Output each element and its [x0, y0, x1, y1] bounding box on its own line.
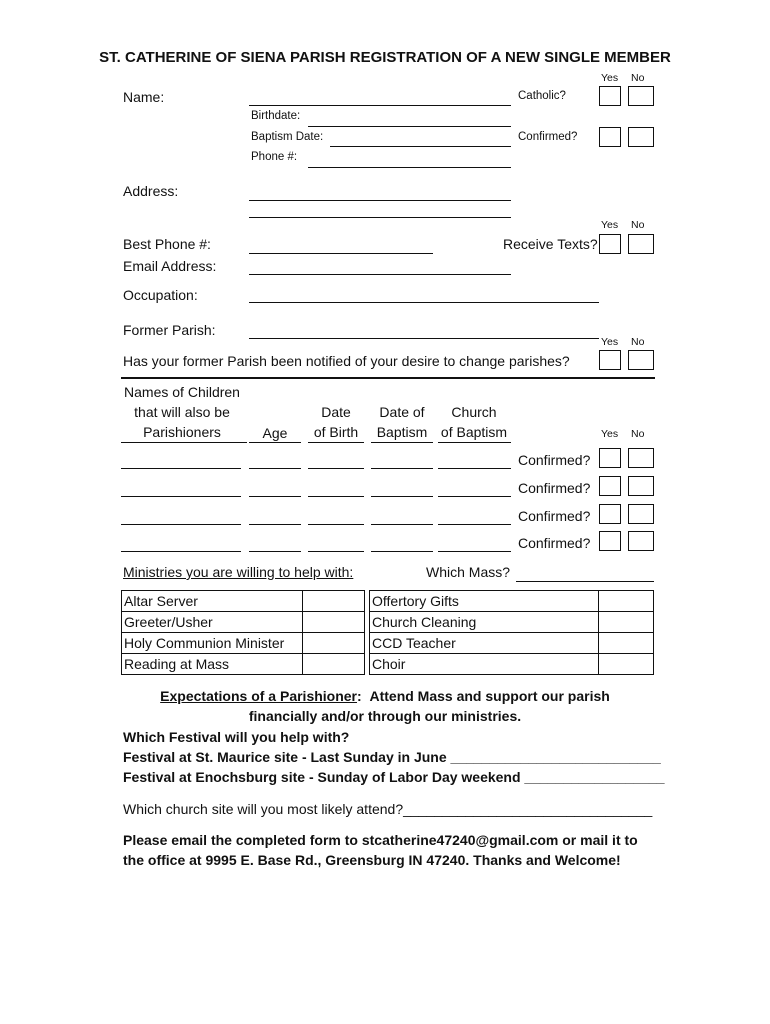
- address-field-1[interactable]: [249, 200, 511, 201]
- yes-header: Yes: [601, 219, 619, 231]
- which-mass-label: Which Mass?: [426, 564, 511, 580]
- child-dob-field[interactable]: [308, 524, 364, 525]
- birthdate-label: Birthdate:: [251, 110, 301, 122]
- church-header: Church of Baptism: [440, 404, 508, 440]
- ministry-row: [370, 612, 654, 633]
- no-header: No: [631, 336, 645, 348]
- ministry-row: [122, 654, 365, 675]
- phone-field[interactable]: [308, 167, 511, 168]
- baptism-date-field[interactable]: [330, 146, 511, 147]
- child-name-field[interactable]: [121, 524, 241, 525]
- child-confirmed-no-checkbox[interactable]: [628, 531, 654, 551]
- child-confirmed-yes-checkbox[interactable]: [599, 531, 621, 551]
- which-mass-field[interactable]: [516, 581, 654, 582]
- left-ministry-checkbox[interactable]: [303, 633, 365, 654]
- child-baptism-date-field[interactable]: [371, 524, 433, 525]
- right-ministry-checkbox[interactable]: [599, 612, 654, 633]
- child-confirmed-no-checkbox[interactable]: [628, 448, 654, 468]
- expectations-heading: Expectations of a Parishioner: [160, 688, 358, 704]
- baptism-date-label: Baptism Date:: [251, 131, 324, 143]
- catholic-yes-checkbox[interactable]: [599, 86, 621, 106]
- festival-enochsburg[interactable]: Festival at Enochsburg site - Sunday of Labor Day weekend __________________: [123, 769, 665, 785]
- occupation-label: Occupation:: [123, 287, 198, 303]
- notified-yes-checkbox[interactable]: [599, 350, 621, 370]
- child-confirmed-label: Confirmed?: [518, 535, 591, 551]
- right-ministry-name: Offertory Gifts: [370, 591, 599, 612]
- child-baptism-date-field[interactable]: [371, 496, 433, 497]
- texts-no-checkbox[interactable]: [628, 234, 654, 254]
- festival-st-maurice[interactable]: Festival at St. Maurice site - Last Sunday in June ___________________________: [123, 749, 661, 765]
- dob-header-rule: [308, 442, 364, 443]
- no-header: No: [631, 219, 645, 231]
- church-header-rule: [438, 442, 511, 443]
- right-ministry-checkbox[interactable]: [599, 633, 654, 654]
- yes-header: Yes: [601, 428, 619, 440]
- child-confirmed-yes-checkbox[interactable]: [599, 476, 621, 496]
- ministries-table-left: [121, 590, 365, 675]
- closing-line-1: Please email the completed form to stcatherine47240@gmail.com or mail it to: [123, 832, 638, 848]
- child-church-field[interactable]: [438, 468, 511, 469]
- child-age-field[interactable]: [249, 496, 301, 497]
- child-dob-field[interactable]: [308, 496, 364, 497]
- page-title: ST. CATHERINE OF SIENA PARISH REGISTRATION OF A NEW SINGLE MEMBER: [99, 49, 671, 66]
- left-ministry-name: Altar Server: [122, 591, 303, 612]
- confirmed-label: Confirmed?: [518, 131, 578, 143]
- right-ministry-name: Church Cleaning: [370, 612, 599, 633]
- confirmed-no-checkbox[interactable]: [628, 127, 654, 147]
- child-name-field[interactable]: [121, 551, 241, 552]
- ministry-row: [122, 612, 365, 633]
- closing-line-2: the office at 9995 E. Base Rd., Greensburg IN 47240. Thanks and Welcome!: [123, 852, 621, 868]
- children-names-header: Names of Children that will also be Parishioners: [124, 384, 240, 440]
- left-ministry-name: Greeter/Usher: [122, 612, 303, 633]
- child-confirmed-yes-checkbox[interactable]: [599, 504, 621, 524]
- receive-texts-label: Receive Texts?: [503, 236, 598, 252]
- site-question[interactable]: Which church site will you most likely attend?________________________________: [123, 801, 653, 817]
- email-label: Email Address:: [123, 258, 217, 274]
- age-header-rule: [249, 442, 301, 443]
- child-church-field[interactable]: [438, 524, 511, 525]
- dob-header: Date of Birth: [313, 404, 359, 440]
- child-confirmed-label: Confirmed?: [518, 480, 591, 496]
- email-field[interactable]: [249, 274, 511, 275]
- left-ministry-checkbox[interactable]: [303, 654, 365, 675]
- right-ministry-name: CCD Teacher: [370, 633, 599, 654]
- birthdate-field[interactable]: [308, 126, 511, 127]
- texts-yes-checkbox[interactable]: [599, 234, 621, 254]
- child-confirmed-yes-checkbox[interactable]: [599, 448, 621, 468]
- left-ministry-checkbox[interactable]: [303, 591, 365, 612]
- no-header: No: [631, 428, 645, 440]
- former-parish-label: Former Parish:: [123, 322, 216, 338]
- ministry-row: [122, 633, 365, 654]
- notified-question: Has your former Parish been notified of your desire to change parishes?: [123, 353, 570, 369]
- child-confirmed-no-checkbox[interactable]: [628, 476, 654, 496]
- age-header: Age: [262, 425, 288, 441]
- name-label: Name:: [123, 89, 165, 105]
- left-ministry-name: Reading at Mass: [122, 654, 303, 675]
- confirmed-yes-checkbox[interactable]: [599, 127, 621, 147]
- child-dob-field[interactable]: [308, 468, 364, 469]
- address-label: Address:: [123, 183, 179, 199]
- child-confirmed-label: Confirmed?: [518, 452, 591, 468]
- child-church-field[interactable]: [438, 496, 511, 497]
- ministries-prompt: Ministries you are willing to help with:: [123, 564, 354, 580]
- child-name-field[interactable]: [121, 468, 241, 469]
- right-ministry-checkbox[interactable]: [599, 591, 654, 612]
- festival-question: Which Festival will you help with?: [123, 729, 350, 745]
- right-ministry-checkbox[interactable]: [599, 654, 654, 675]
- catholic-no-checkbox[interactable]: [628, 86, 654, 106]
- yes-header: Yes: [601, 336, 619, 348]
- name-field[interactable]: [249, 105, 511, 106]
- child-age-field[interactable]: [249, 524, 301, 525]
- ministries-table-right: [369, 590, 654, 675]
- child-age-field[interactable]: [249, 468, 301, 469]
- child-church-field[interactable]: [438, 551, 511, 552]
- children-names-header-rule: [121, 442, 247, 443]
- right-ministry-name: Choir: [370, 654, 599, 675]
- baptism-date-header: Date of Baptism: [376, 404, 428, 440]
- ministry-row: [370, 654, 654, 675]
- phone-label: Phone #:: [251, 151, 298, 163]
- best-phone-label: Best Phone #:: [123, 236, 211, 252]
- child-confirmed-label: Confirmed?: [518, 508, 591, 524]
- child-age-field[interactable]: [249, 551, 301, 552]
- best-phone-field[interactable]: [249, 253, 433, 254]
- ministry-row: [370, 633, 654, 654]
- child-baptism-date-field[interactable]: [371, 551, 433, 552]
- left-ministry-checkbox[interactable]: [303, 612, 365, 633]
- baptism-date-header-rule: [371, 442, 433, 443]
- expectations-line-1: Expectations of a Parishioner: Attend Mass and support our parish: [160, 688, 610, 704]
- child-confirmed-no-checkbox[interactable]: [628, 504, 654, 524]
- child-dob-field[interactable]: [308, 551, 364, 552]
- left-ministry-name: Holy Communion Minister: [122, 633, 303, 654]
- ministry-row: [370, 591, 654, 612]
- no-header: No: [631, 72, 645, 84]
- notified-no-checkbox[interactable]: [628, 350, 654, 370]
- expectations-line-2: financially and/or through our ministries.: [248, 708, 522, 724]
- former-parish-field[interactable]: [249, 338, 599, 339]
- section-divider: [121, 377, 655, 379]
- occupation-field[interactable]: [249, 302, 599, 303]
- child-baptism-date-field[interactable]: [371, 468, 433, 469]
- yes-header: Yes: [601, 72, 619, 84]
- address-field-2[interactable]: [249, 217, 511, 218]
- child-name-field[interactable]: [121, 496, 241, 497]
- ministry-row: [122, 591, 365, 612]
- catholic-label: Catholic?: [518, 90, 566, 102]
